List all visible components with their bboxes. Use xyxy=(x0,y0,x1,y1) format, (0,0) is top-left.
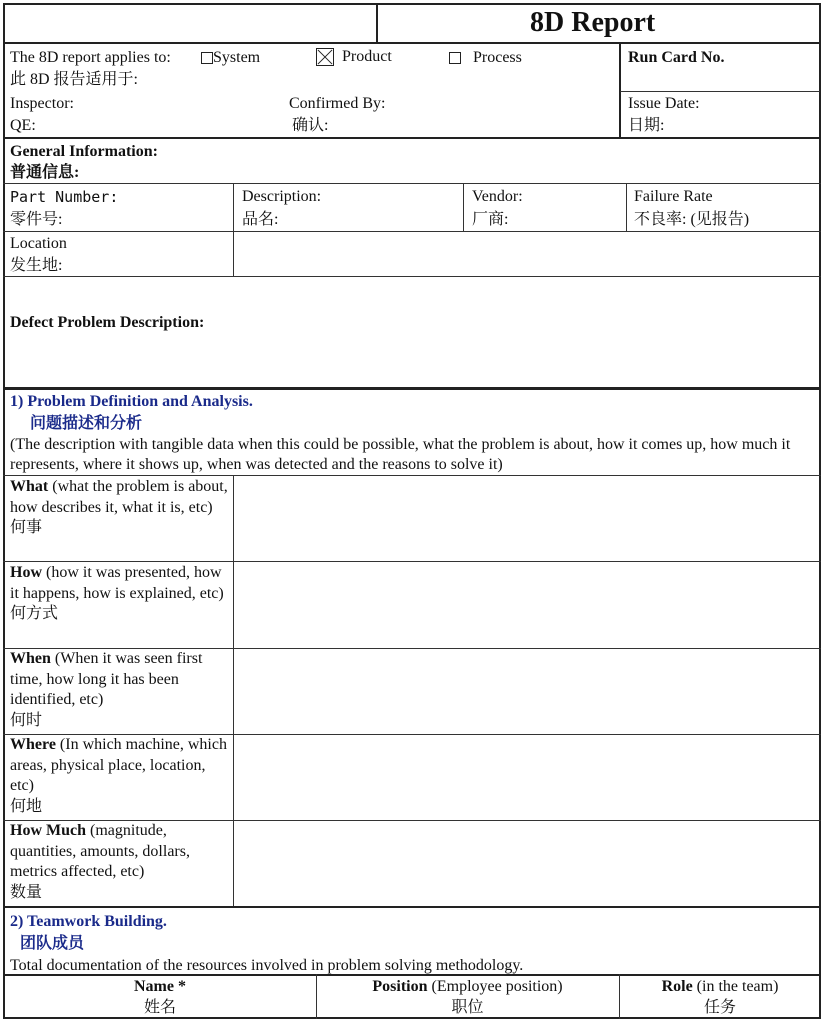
team-col-role: Role (in the team) 任务 xyxy=(661,978,779,1016)
applies-label: The 8D report applies to: xyxy=(10,49,171,66)
vendor-label-cn: 厂商: xyxy=(472,211,509,228)
problem-row-when: When (When it was seen first time, how long it has been identified, etc) 何时 xyxy=(10,650,203,729)
problem-row-what: What (what the problem is about, how describes it, what it is, etc) 何事 xyxy=(10,478,228,536)
section2-title-cn: 团队成员 xyxy=(20,935,85,952)
problem-row-how: How (how it was presented, how it happens, how is explained, etc) 何方式 xyxy=(10,564,224,622)
header-divider xyxy=(376,3,378,43)
failure-rate-label-cn: 不良率: (见报告) xyxy=(634,211,750,228)
section1-title-cn: 问题描述和分析 xyxy=(30,415,143,432)
qe-label: QE: xyxy=(10,117,36,134)
applies-label-cn: 此 8D 报告适用于: xyxy=(10,71,139,88)
inspector-label: Inspector: xyxy=(10,95,74,112)
confirmed-by-label: Confirmed By: xyxy=(289,95,386,112)
product-checkbox[interactable] xyxy=(316,48,334,66)
section2-description: Total documentation of the resources involved in problem solving methodology. xyxy=(10,957,524,974)
location-label: Location xyxy=(10,235,67,252)
general-info-title-cn: 普通信息: xyxy=(10,164,80,181)
vendor-label: Vendor: xyxy=(472,188,523,205)
location-label-cn: 发生地: xyxy=(10,257,63,274)
defect-description-label: Defect Problem Description: xyxy=(10,314,205,331)
description-label-cn: 品名: xyxy=(242,211,279,228)
report-title: 8D Report xyxy=(530,7,656,38)
part-number-label: Part Number: xyxy=(10,188,119,206)
issue-date-label-cn: 日期: xyxy=(628,117,665,134)
process-checkbox[interactable] xyxy=(449,52,461,64)
team-col-name: Name * 姓名 xyxy=(134,978,186,1016)
section1-description: (The description with tangible data when this could be possible, what the problem is about, how it comes up, how much it represents, where it shows up, when was detected and the reasons to solve it) xyxy=(10,436,791,473)
part-number-label-cn: 零件号: xyxy=(10,211,63,228)
applies-option-process[interactable]: Process xyxy=(449,47,522,68)
failure-rate-label: Failure Rate xyxy=(634,188,713,205)
problem-row-how-much: How Much (magnitude, quantities, amounts, dollars, metrics affected, etc) 数量 xyxy=(10,822,190,901)
problem-row-where: Where (In which machine, which areas, physical place, location, etc) 何地 xyxy=(10,736,227,815)
general-info-title: General Information: xyxy=(10,143,158,160)
section1-title: 1) Problem Definition and Analysis. xyxy=(10,393,253,410)
applies-option-product[interactable]: Product xyxy=(316,46,392,67)
confirmed-by-label-cn: 确认: xyxy=(292,117,329,134)
team-col-position: Position (Employee position) 职位 xyxy=(372,978,563,1016)
description-label: Description: xyxy=(242,188,322,205)
system-checkbox[interactable] xyxy=(201,52,213,64)
section2-title: 2) Teamwork Building. xyxy=(10,913,167,930)
run-card-label: Run Card No. xyxy=(628,49,725,66)
issue-date-label: Issue Date: xyxy=(628,95,700,112)
applies-option-system[interactable]: System xyxy=(201,47,260,68)
